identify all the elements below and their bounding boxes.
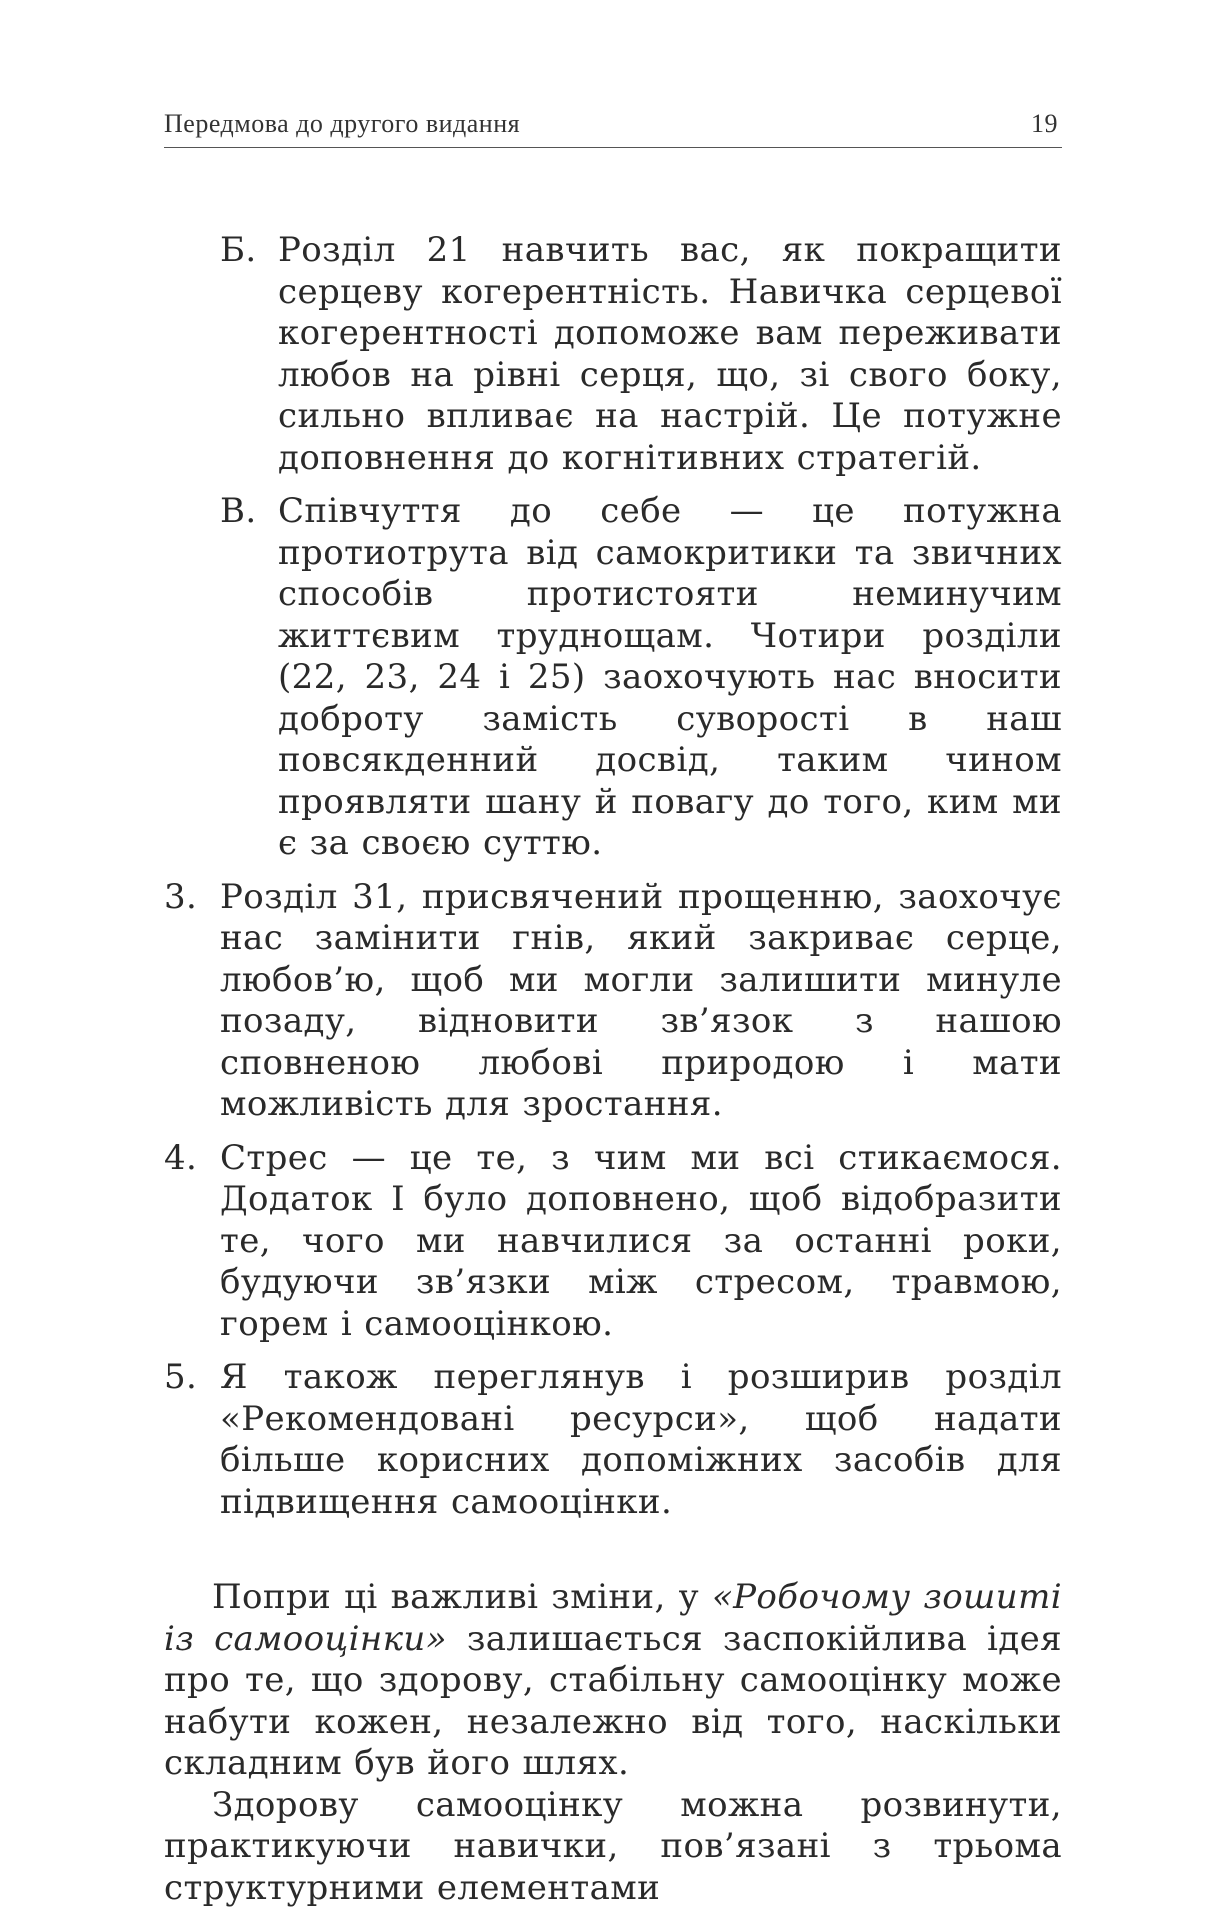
list-item-3 (164, 877, 1062, 1126)
page-number: 19 (1031, 109, 1058, 139)
book-title: «Робочому зошиті із самооцінки» (164, 1577, 1062, 1659)
list-item-text: Розділ 21 навчить вас, як покращити серцеву когерентність. Навичка серцевої когерентності допоможе вам переживати любов на рівні серця, що, зі свого боку, сильно впливає на настрій. Це потужне доповнення до когнітивних стратегій. (278, 230, 1062, 478)
paragraph (164, 1785, 1062, 1909)
list-marker: 3. (164, 877, 197, 919)
list-marker: В. (220, 491, 257, 533)
page-body (164, 230, 1062, 1909)
list-marker: 4. (164, 1138, 197, 1180)
list-item-b (164, 230, 1062, 479)
list-marker: Б. (220, 230, 257, 272)
list-item-text: Розділ 31, присвячений прощенню, заохочує нас замінити гнів, який закриває серце, любов’ю, щоб ми могли залишити минуле позаду, відновити зв’язок з нашою сповненою любові природою і мати можливість для зростання. (220, 877, 1062, 1125)
list-item-5 (164, 1357, 1062, 1523)
list-item-text: Співчуття до себе — це потужна протиотрута від самокритики та звичних способів протистояти неминучим життєвим труднощам. Чотири розділи (22, 23, 24 і 25) заохочують нас вносити доброту замість суворості в наш повсякденний досвід, таким чином проявляти шану й повагу до того, ким ми є за своєю суттю. (278, 491, 1062, 863)
paragraph-text: залишається заспокійлива ідея про те, що здорову, стабільну самооцінку може набути кожен, незалежно від того, наскільки складним був його шлях. (164, 1619, 1062, 1784)
chapter-title: Передмова до другого видання (164, 109, 520, 139)
list-marker: 5. (164, 1357, 197, 1399)
paragraph-text: Попри ці важливі зміни, у (212, 1577, 712, 1617)
paragraph-text: Здорову самооцінку можна розвинути, практикуючи навички, пов’язані з трьома структурними елементами (164, 1785, 1062, 1908)
list-item-text: Я також переглянув і розширив розділ «Рекомендовані ресурси», щоб надати більше корисних допоміжних засобів для підвищення самооцінки. (220, 1357, 1062, 1522)
list-item-text: Стрес — це те, з чим ми всі стикаємося. Додаток I було доповнено, щоб відобразити те, чого ми навчилися за останні роки, будуючи зв’язки між стресом, травмою, горем і самооцінкою. (220, 1138, 1062, 1344)
paragraph (164, 1577, 1062, 1785)
list-item-4 (164, 1138, 1062, 1346)
list-item-v (164, 491, 1062, 865)
running-header (164, 103, 1062, 148)
